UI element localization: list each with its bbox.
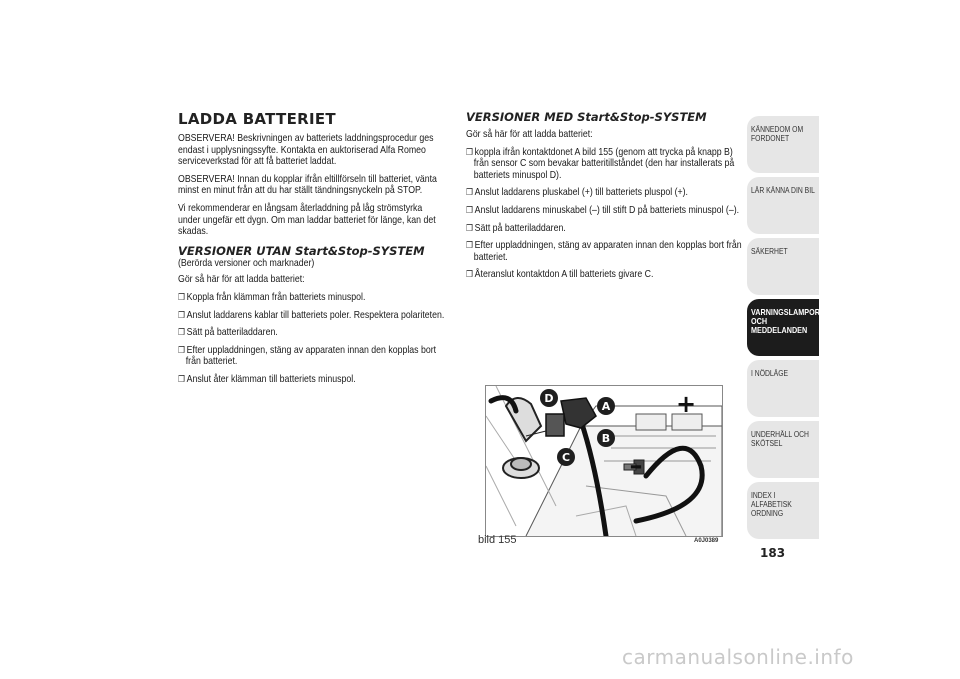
subtitle-without-start-stop: VERSIONER UTAN Start&Stop-SYSTEM (178, 243, 425, 258)
checkbox-bullet-icon: ❒ (466, 146, 473, 157)
tab-vehicle-knowledge[interactable] (747, 116, 819, 173)
checkbox-bullet-icon: ❒ (466, 269, 473, 280)
chapter-tabs (747, 116, 819, 543)
step-text: Efter uppladdningen, stäng av apparaten innan den kopplas bort från batteriet. (473, 240, 742, 263)
label-d-marker (540, 389, 558, 407)
step-text: Anslut åter klämman till batteriets minuspol. (186, 373, 356, 385)
list-item (178, 292, 453, 304)
warning-paragraph-2: OBSERVERA! Innan du kopplar ifrån eltillförseln till batteriet, vänta minst en minut från att du har ställt tändningsnyckeln på STOP. (178, 173, 437, 197)
step-text: Anslut laddarens minuskabel (–) till stift D på batteriets minuspol (–). (474, 204, 740, 216)
list-item (466, 240, 748, 263)
step-text: Koppla från klämman från batteriets minuspol. (186, 291, 366, 303)
tab-safety[interactable] (747, 238, 819, 295)
subtitle-with-start-stop: VERSIONER MED Start&Stop-SYSTEM (466, 110, 707, 124)
tab-label: KÄNNEDOM OM FORDONET (751, 125, 804, 143)
checkbox-bullet-icon: ❒ (466, 187, 473, 198)
list-item (466, 269, 748, 281)
tab-warning-lights[interactable] (747, 299, 819, 356)
step-text: Anslut laddarens pluskabel (+) till batteriets pluspol (+). (474, 187, 688, 199)
list-item (178, 310, 453, 322)
list-item (466, 147, 748, 182)
checkbox-bullet-icon: ❒ (466, 222, 473, 233)
checkbox-bullet-icon: ❒ (178, 309, 185, 320)
checkbox-bullet-icon: ❒ (466, 204, 473, 215)
battery-drawing (486, 386, 722, 536)
tab-label: UNDERHÅLL OCH SKÖTSEL (751, 430, 809, 448)
step-text: Sätt på batteriladdaren. (186, 327, 278, 339)
list-item (178, 345, 453, 368)
list-item (466, 223, 748, 235)
tab-label: INDEX I ALFABETISK ORDNING (751, 491, 792, 518)
step-text: Sätt på batteriladdaren. (474, 222, 566, 234)
figure-caption: bild 155 (478, 534, 517, 546)
tab-label: LÄR KÄNNA DIN BIL (751, 186, 815, 195)
section-title-charge-battery: LADDA BATTERIET (178, 110, 336, 128)
right-column (466, 110, 741, 287)
tab-label: I NÖDLÄGE (751, 369, 789, 378)
list-item (178, 374, 453, 386)
left-column (178, 110, 446, 392)
list-item (466, 187, 748, 199)
step-text: Efter uppladdningen, stäng av apparaten innan den kopplas bort från batteriet. (185, 344, 437, 368)
tab-emergency[interactable] (747, 360, 819, 417)
tab-label: VARNINGSLAMPOR OCH MEDDELANDEN (751, 307, 820, 335)
list-item (178, 327, 453, 339)
page-number: 183 (760, 546, 786, 560)
tab-index[interactable] (747, 482, 819, 539)
step-text: koppla ifrån kontaktdonet A bild 155 (genom att trycka på knapp B) från sensor C som bevakar batteritillståndet (den har installerats på batteriets minuspol D). (473, 146, 735, 181)
recommendation-paragraph: Vi rekommenderar en långsam återladdning på låg strömstyrka under ungefär ett dygn. Om man laddar batteriet för länge, kan det skadas. (178, 202, 436, 238)
label-a-marker (597, 397, 615, 415)
footer-watermark: carmanualsonline.info (622, 645, 854, 669)
label-d: D (544, 392, 554, 405)
battery-illustration (485, 385, 723, 537)
intro-text-left: Gör så här för att ladda batteriet: (178, 274, 305, 286)
minus-sign: – (629, 451, 643, 481)
tab-label: SÄKERHET (751, 247, 788, 256)
steps-list-right (466, 147, 741, 281)
tab-maintenance[interactable] (747, 421, 819, 478)
list-item (466, 205, 748, 217)
step-text: Återanslut kontaktdon A till batteriets givare C. (474, 269, 654, 281)
checkbox-bullet-icon: ❒ (178, 327, 185, 338)
label-b: B (601, 432, 611, 445)
checkbox-bullet-icon: ❒ (178, 291, 185, 302)
label-c: C (561, 451, 571, 464)
label-c-marker (557, 448, 575, 466)
label-a: A (601, 400, 611, 413)
label-b-marker (597, 429, 615, 447)
plus-sign: + (675, 390, 697, 418)
versions-note: (Berörda versioner och marknader) (178, 257, 315, 269)
intro-text-right: Gör så här för att ladda batteriet: (466, 129, 593, 140)
checkbox-bullet-icon: ❒ (178, 344, 185, 355)
figure-code: A0J0389 (694, 538, 719, 544)
tab-know-your-car[interactable] (747, 177, 819, 234)
steps-list-left (178, 292, 446, 386)
checkbox-bullet-icon: ❒ (178, 373, 185, 384)
step-text: Anslut laddarens kablar till batteriets poler. Respektera polariteten. (186, 309, 445, 321)
checkbox-bullet-icon: ❒ (466, 240, 473, 251)
warning-paragraph-1: OBSERVERA! Beskrivningen av batteriets laddningsprocedur ges endast i upplysningssyfte. Kontakta en auktoriserad Alfa Romeo serviceverkstad för att få batteriet laddat. (178, 133, 434, 168)
